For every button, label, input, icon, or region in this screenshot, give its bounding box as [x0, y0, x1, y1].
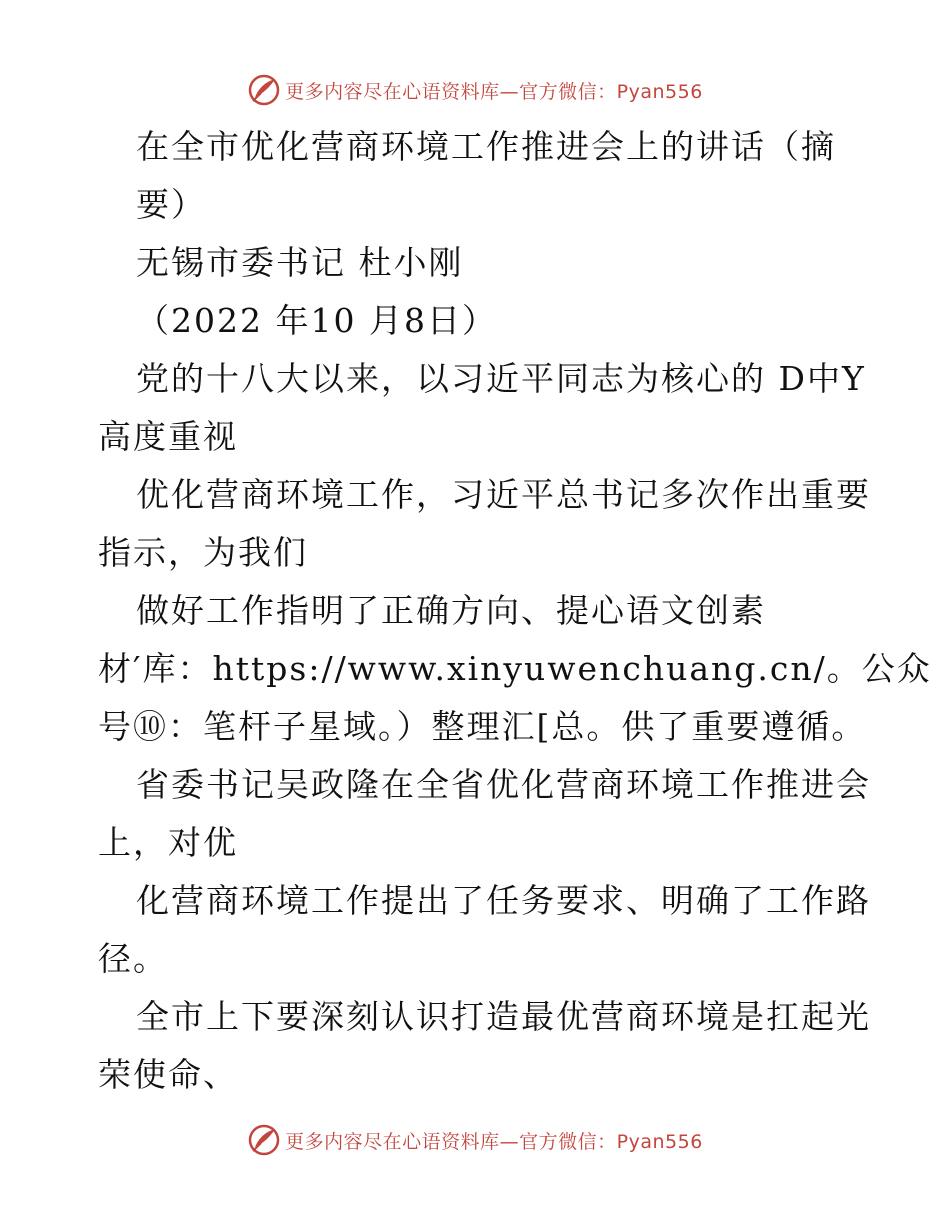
document-title-line-2: 要）: [136, 185, 206, 224]
paragraph-line: 号⑩：笔杆子星域。）整理汇[总。供了重要遵循。: [98, 707, 867, 746]
paragraph-line: 上，对优: [98, 823, 238, 862]
footer-banner: [0, 1120, 950, 1160]
paragraph-line: 做好工作指明了正确方向、提心语文创素: [136, 591, 766, 630]
document-title-line-1: 在全市优化营商环境工作推进会上的讲话（摘: [136, 127, 836, 166]
document-date: （2022 年10 月8日）: [136, 301, 497, 340]
paragraph-line: 径。: [98, 939, 168, 978]
paragraph-line: 荣使命、: [98, 1055, 238, 1094]
quill-logo-icon: [247, 1123, 281, 1157]
paragraph-line: 全市上下要深刻认识打造最优营商环境是扛起光: [136, 997, 871, 1036]
footer-banner-text: 更多内容尽在心语资料库—官方微信：Pyan556: [285, 1130, 703, 1153]
paragraph-line: 高度重视: [98, 417, 238, 456]
paragraph-line: 材′库：https://www.xinyuwenchuang.cn/。公众: [98, 649, 932, 688]
paragraph-line: 党的十八大以来，以习近平同志为核心的 D中Y: [136, 359, 866, 398]
paragraph-line: 化营商环境工作提出了任务要求、明确了工作路: [136, 881, 871, 920]
paragraph-line: 指示，为我们: [98, 533, 308, 572]
quill-logo-icon: [247, 73, 281, 107]
paragraph-line: 省委书记吴政隆在全省优化营商环境工作推进会: [136, 765, 871, 804]
header-banner-text: 更多内容尽在心语资料库—官方微信：Pyan556: [285, 80, 703, 103]
header-banner: [0, 70, 950, 110]
paragraph-line: 优化营商环境工作，习近平总书记多次作出重要: [136, 475, 871, 514]
document-author: 无锡市委书记 杜小刚: [136, 243, 464, 282]
